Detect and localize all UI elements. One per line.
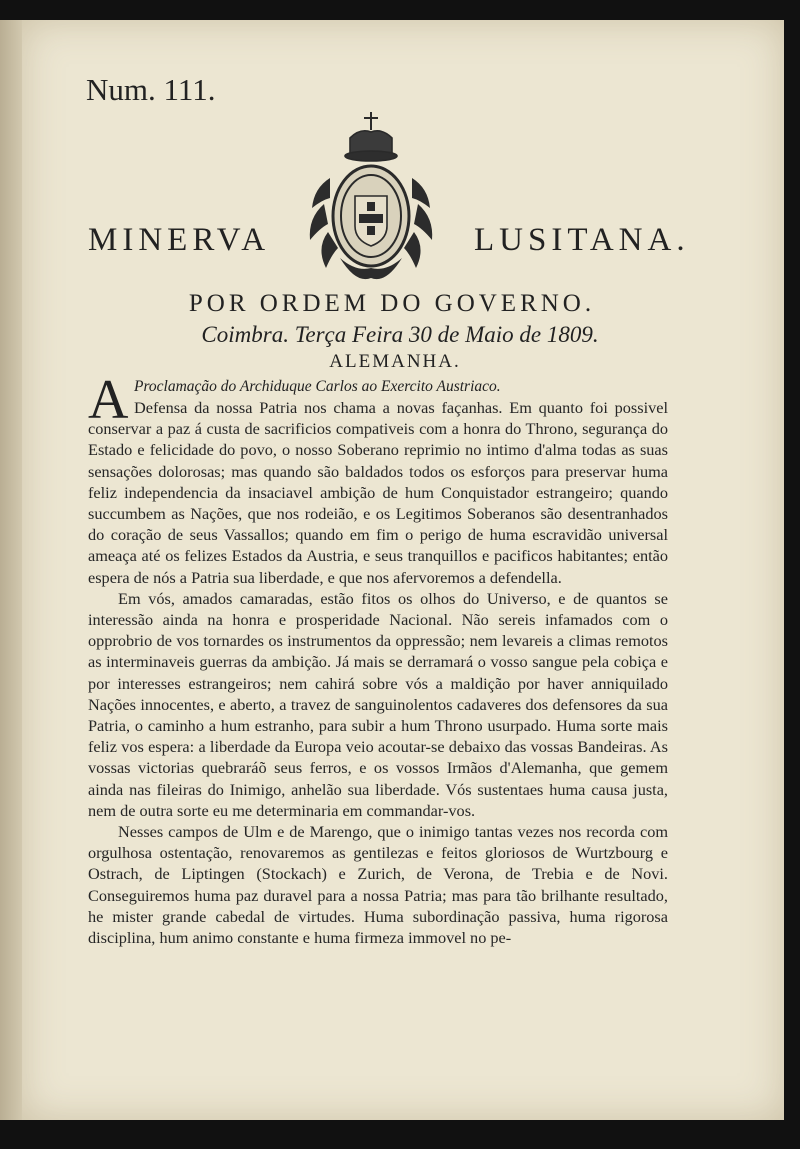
masthead-title-right: LUSITANA. [474, 222, 690, 258]
article-paragraph: Defensa da nossa Patria nos chama a novas façanhas. Em quanto foi possivel conservar a paz á custa de sacrificios compativeis com a honra do Throno, segurança do Estado e felicidade do povo, o nosso Soberano reprimio no intimo d'alma todas as suas sensações dolorosas; mas quando são baldados todos os esforços para preservar huma feliz independencia da insaciavel ambição de hum Conquistador estrangeiro; quando succumbem as Nações, que nos rodeião, e os Legitimos Soberanos são desentranhados do coração de seus Vassallos; quando em fim o perigo de huma escravidão universal ameaça até os felizes Estados da Austria, e seus tranquillos e pacificos habitantes; então espera de nós a Patria sua liberdade, e que nos afervoremos a defendella. [88, 398, 668, 587]
article-paragraph: Em vós, amados camaradas, estão fitos os olhos do Universo, e de quantos se interessão ainda na honra e prosperidade Nacional. Não sereis infamados com o opprobrio de vos tornardes os instrumentos da oppressão; nem levareis a climas remotos as interminaveis guerras da ambição. Já mais se derramará o vosso sangue pela cobiça e por interesses estrangeiros; nem cahirá sobre vós a maldição por haver anniquilado Nações innocentes, e aberto, a travez de sanguinolentos cadaveres dos defensores da sua Patria, o caminho a hum estranho, para subir a hum Throno usurpado. Huma sorte mais feliz vos espera: a liberdade da Europa veio acoutar-se debaixo das vossas Bandeiras. As vossas victorias quebraráõ seus ferros, e os vossos Irmãos d'Alemanha, que gemem ainda nas fileiras do Inimigo, anhelão sua liberdade. Vós sustentaes huma causa justa, nem de outra sorte eu me determinaria em commandar-vos. [88, 588, 668, 820]
issue-number: Num. 111. [86, 72, 216, 107]
article-body [88, 397, 668, 948]
masthead-title-left: MINERVA [88, 222, 271, 258]
royal-coat-of-arms-icon [300, 108, 442, 286]
section-heading: ALEMANHA. [329, 351, 461, 372]
article-paragraph: Nesses campos de Ulm e de Marengo, que o inimigo tantas vezes nos recorda com orgulhosa ostentação, renovaremos as gentilezas e feitos gloriosos de Wurtzbourg e Ostrach, de Liptingen (Stockach) e Zurich, de Verona, de Trebia e de Novi. Conseguiremos huma paz duravel para a nossa Patria; mas para tão brilhante resultado, he mister grande cabedal de virtudes. Huma subordinação passiva, huma rigorosa disciplina, hum animo constante e huma firmeza immovel no pe- [88, 822, 668, 948]
drop-cap: A [88, 369, 129, 431]
article-heading: Proclamação do Archiduque Carlos ao Exercito Austriaco. [134, 378, 501, 395]
masthead-subtitle: POR ORDEM DO GOVERNO. [188, 290, 596, 317]
dateline: Coimbra. Terça Feira 30 de Maio de 1809. [201, 322, 599, 347]
